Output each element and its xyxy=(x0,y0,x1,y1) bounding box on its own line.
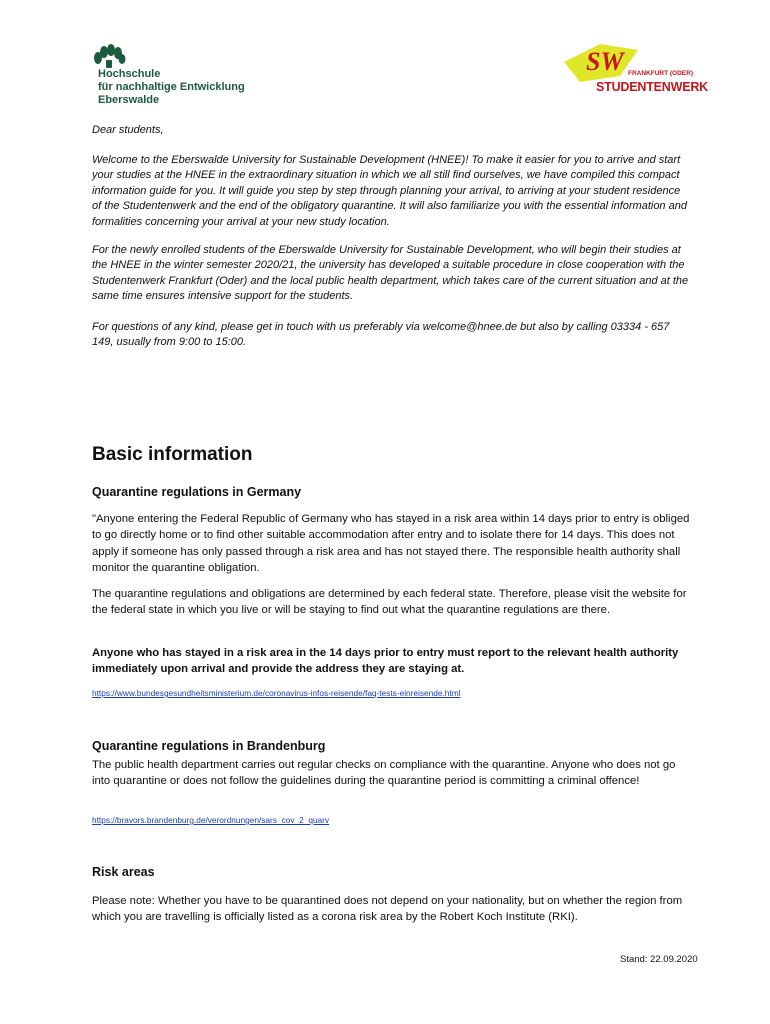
risk-areas-heading: Risk areas xyxy=(92,865,155,879)
risk-areas-paragraph: Please note: Whether you have to be quarantined does not depend on your nationality, but on whether the region from which you are travelling is officially listed as a corona risk area by the Robert Koch Institute (RKI). xyxy=(92,895,683,924)
logo-city: FRANKFURT (ODER) xyxy=(628,70,693,77)
studentenwerk-logo xyxy=(560,40,708,100)
logo-line-3: Eberswalde xyxy=(98,94,160,106)
brandenburg-paragraph: The public health department carries out regular checks on compliance with the quarantine. Anyone who does not go into quarantine or does not follow the guidelines during the quarantine period is committing a criminal offence! xyxy=(92,759,676,788)
intro-paragraph-1: Welcome to the Eberswalde University for Sustainable Development (HNEE)! To make it easier for you to arrive and start your studies at the HNEE in the extraordinary situation in which we all still find ourselves, we have compiled this compact information guide for you. It will guide you step by step through planning your arrival, to arriving at your student residence of the Studentenwerk and the end of the obligatory quarantine. It will also familiarize you with the essential information and formalities concerning your arrival at your new study location. xyxy=(92,154,687,228)
section-title: Basic information xyxy=(92,444,253,465)
germany-paragraph-1: "Anyone entering the Federal Republic of Germany who has stayed in a risk area within 14 days prior to entry is obliged to go directly home or to find other suitable accommodation after entry and to isolate there for 14 days. This does not apply if someone has only passed through a risk area and has not stayed there. The responsible health authority shall monitor the quarantine obligation. xyxy=(92,513,690,575)
logo-line-2: für nachhaltige Entwicklung xyxy=(98,81,245,93)
logo-line-1: Hochschule xyxy=(98,68,161,80)
hnee-logo xyxy=(92,44,262,108)
brandenburg-heading: Quarantine regulations in Brandenburg xyxy=(92,739,326,753)
brandenburg-link[interactable]: https://bravors.brandenburg.de/verordnungen/sars_cov_2_quarv xyxy=(92,815,330,825)
germany-notice: Anyone who has stayed in a risk area in the 14 days prior to entry must report to the relevant health authority immediately upon arrival and provide the address they are staying at. xyxy=(92,647,679,676)
germany-paragraph-2: The quarantine regulations and obligations are determined by each federal state. Therefore, please visit the website for the federal state in which you live or will be staying to find out what the quarantine regulations are there. xyxy=(92,588,687,617)
sw-mark-text: SW xyxy=(586,47,624,76)
document-date: Stand: 22.09.2020 xyxy=(620,954,698,965)
germany-heading: Quarantine regulations in Germany xyxy=(92,485,302,499)
germany-link[interactable]: https://www.bundesgesundheitsministerium.de/coronavirus-infos-reisende/faq-tests-einreisende.html xyxy=(92,688,461,698)
intro-paragraph-3: For questions of any kind, please get in touch with us preferably via welcome@hnee.de but also by calling 03334 - 657 149, usually from 9:00 to 15:00. xyxy=(92,321,670,349)
salutation: Dear students, xyxy=(92,124,164,136)
hnee-leaf-icon xyxy=(92,44,126,68)
logo-name: STUDENTENWERK xyxy=(596,80,708,94)
intro-paragraph-2: For the newly enrolled students of the Eberswalde University for Sustainable Development, who will begin their studies at the HNEE in the winter semester 2020/21, the university has developed a suitable procedure in close cooperation with the Studentenwerk Frankfurt (Oder) and the local public health department, which takes care of the current situation and at the same time ensures intensive support for the students. xyxy=(92,244,689,303)
